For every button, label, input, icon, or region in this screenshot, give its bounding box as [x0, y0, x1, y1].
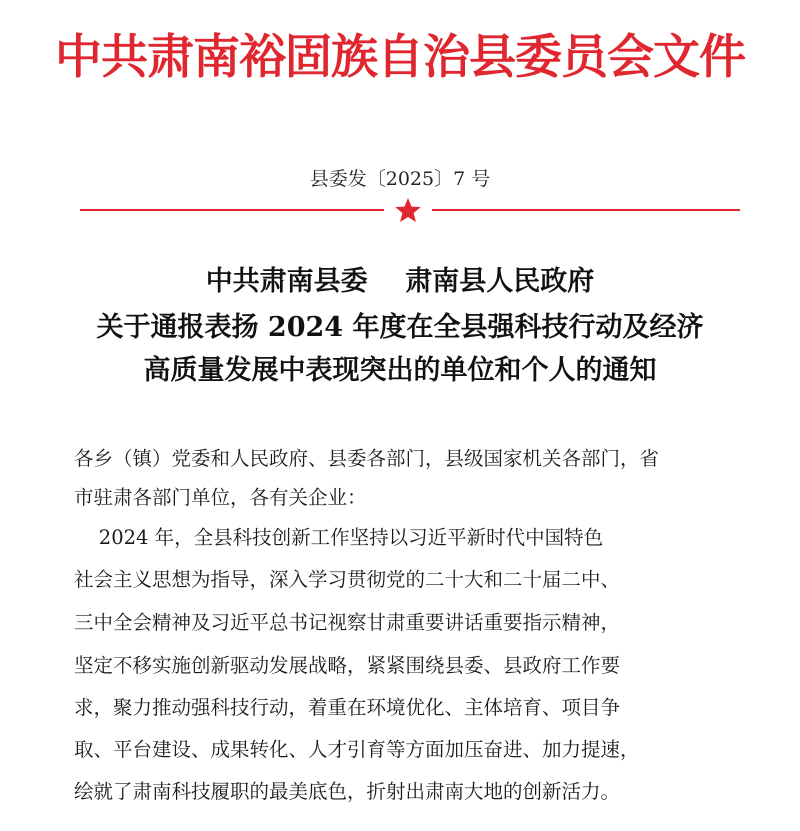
body-line: 绘就了肃南科技履职的最美底色，折射出肃南大地的创新活力。: [74, 780, 621, 803]
title-line-2: 关于通报表扬 2024 年度在全县强科技行动及经济: [96, 312, 704, 343]
red-divider-line: [80, 198, 740, 222]
body-line: 求，聚力推动强科技行动，着重在环境优化、主体培育、项目争: [74, 696, 621, 719]
title-line-1: 中共肃南县委 肃南县人民政府: [205, 266, 595, 297]
body-line: 社会主义思想为指导，深入学习贯彻党的二十大和二十届二中、: [74, 568, 621, 591]
body-line: 三中全会精神及习近平总书记视察甘肃重要讲话重要指示精神，: [74, 611, 621, 634]
body-line: 各乡（镇）党委和人民政府、县委各部门，县级国家机关各部门，省: [74, 447, 660, 470]
body-line: 坚定不移实施创新驱动发展战略，紧紧围绕县委、县政府工作要: [74, 654, 621, 677]
red-masthead-title: 中共肃南裕固族自治县委员会文件: [55, 30, 745, 85]
title-line-3: 高质量发展中表现突出的单位和个人的通知: [143, 355, 657, 386]
body-line: 2024 年，全县科技创新工作坚持以习近平新时代中国特色: [74, 526, 604, 549]
document-number: 县委发〔2025〕7 号: [309, 168, 491, 190]
body-line: 取、平台建设、成果转化、人才引育等方面加压奋进、加力提速，: [74, 738, 640, 761]
star-icon: [395, 198, 421, 222]
body-line: 市驻肃各部门单位，各有关企业：: [74, 486, 367, 509]
